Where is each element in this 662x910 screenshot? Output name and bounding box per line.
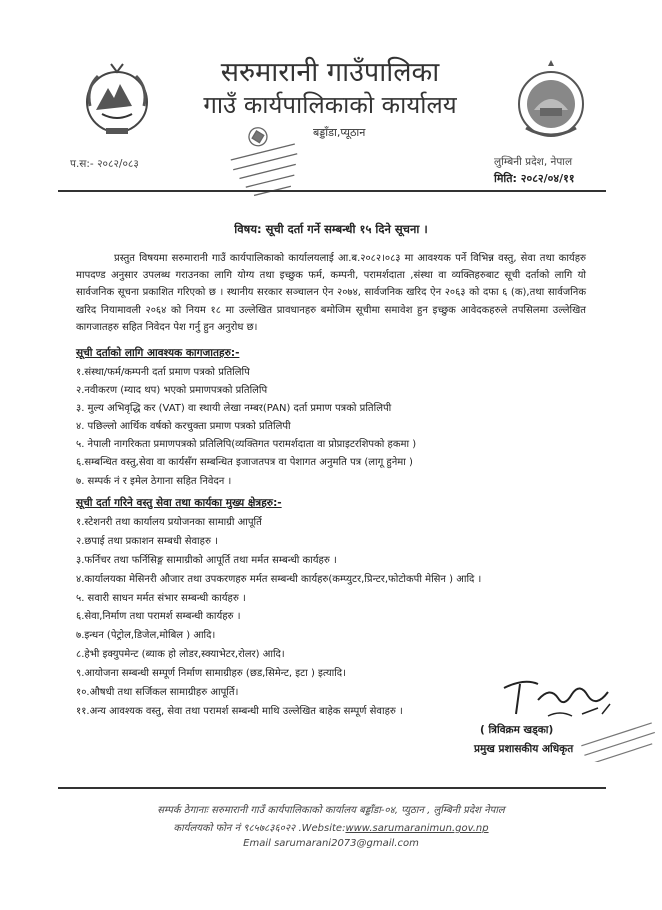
nepal-emblem-icon [76,58,158,140]
list-item: ३. मुल्य अभिवृद्धि कर (VAT) वा स्थायी लेखा नम्बर(PAN) दर्ता प्रमाण पत्रको प्रतिलिपी [76,403,392,415]
list-item: १०.औषधी तथा सर्जिकल सामाग्रीहरु आपूर्ति। [76,687,239,699]
municipality-name: सरुमारानी गाउँपालिका [220,57,440,88]
header-divider [58,190,606,192]
signatory-name: ( त्रिविक्रम खड्का) [480,724,554,736]
list-item: १.संस्था/फर्म/कम्पनी दर्ता प्रमाण पत्रको प्रतिलिपि [76,367,250,378]
footer-contact [0,820,662,834]
footer-address: सम्पर्क ठेगानाः सरुमारानी गाउँ कार्यपालिकाको कार्यालय बड्डाँडा-०४, प्युठान , लुम्बिनी प्रदेश नेपाल [157,805,505,816]
documents-list [76,364,416,491]
list-item: ७. सम्पर्क नं र इमेल ठेगाना सहित निवेदन । [76,475,232,487]
list-item: ७.इन्धन (पेट्रोल,डिजेल,मोबिल ) आदि। [76,630,216,642]
list-item: १.स्टेशनरी तथा कार्यालय प्रयोजनका सामाग्री आपूर्ति [76,517,262,528]
areas-heading: सूची दर्ता गरिने वस्तु सेवा तथा कार्यका मुख्य क्षेत्रहरु:- [76,497,282,509]
list-item: ५. नेपाली नागरिकता प्रमाणपत्रको प्रतिलिपि(व्यक्तिगत परामर्शदाता वा प्रोप्राइटरशिपको हकमा ) [76,439,417,451]
list-item: ४.कार्यालयका मेसिनरी औजार तथा उपकरणहरु मर्मत सम्बन्धी कार्यहरु(कम्प्युटर,प्रिन्टर,फोटोकपी मेसिन ) आदि । [76,573,482,585]
notice-subject: विषय: सूची दर्ता गर्ने सम्बन्धी १५ दिने सूचना । [234,222,428,236]
province-label: लुम्बिनी प्रदेश, नेपाल [494,156,573,168]
notice-date: मिति: २०८२/०४/११ [494,172,575,185]
documents-heading: सूची दर्ताको लागि आवश्यक कागजातहरु:- [76,347,240,359]
signatory-designation: प्रमुख प्रशासकीय अधिकृत [474,743,574,755]
reference-number: प.स:- २०८२/०८३ [70,158,139,170]
list-item: ६.सेवा,निर्माण तथा परामर्श सम्बन्धी कार्यहरु । [76,611,241,623]
list-item: ४. पछिल्लो आर्थिक वर्षको करचुक्ता प्रमाण पत्रको प्रतिलिपी [76,421,291,433]
office-location: बड्डाँडा,प्यूठान [313,126,366,139]
website-link[interactable]: www.sarumaranimun.gov.np [345,823,489,834]
lumbini-province-emblem-icon [508,58,594,144]
list-item: २.नवीकरण (म्याद थप) भएको प्रमाणपत्रको प्रतिलिपि [76,385,268,397]
footer-email[interactable]: Email sarumarani2073@gmail.com [243,838,419,849]
official-stamp-icon [578,722,660,762]
list-item: ६.सम्बन्धित वस्तु,सेवा वा कार्यसँग सम्बन्धित इजाजतपत्र वा पेशागत अनुमति पत्र (लागू हुनेमा ) [76,457,413,469]
footer-divider [58,787,606,789]
notice-paragraph: प्रस्तुत विषयमा सरुमारानी गाउँ कार्यपालिकाको कार्यालयलाई आ.ब.२०८२।०८३ मा आवश्यक पर्ने विभिन्न वस्तु, सेवा तथा कार्यहरु मापदण्ड अनुसार उपलब्ध गराउनका लागि योग्य तथा इच्छुक फर्म, कम्पनी, परामर्शदाता ,संस्था वा व्यक्तिहरुबाट सूची दर्ताको लागि यो सार्वजनिक सूचना प्रकाशित गरिएको छ । स्थानीय सरकार सञ्चालन ऐन २०७४, सार्वजनिक खरिद ऐन २०६३ को दफा ६ (क),तथा सार्वजनिक खरिद नियामावली २०६४ को नियम १८ मा उल्लेखित प्रावधानहरु बमोजिम सूचीमा समावेश हुन इच्छुक आवेदकहरुले तपसिलमा उल्लेखित कागजातहरु सहित निवेदन पेश गर्नु हुन अनुरोध छ। [76,253,586,333]
footer-phone: कार्यलयको फोन नं ९८५७८३६०२२ .Website: [173,823,346,834]
list-item: ८.हेभी इक्युपमेन्ट (ब्याक हो लोडर,स्क्याभेटर,रोलर) आदि। [76,649,285,661]
list-item: ३.फर्निचर तथा फर्निसिङ्ग सामाग्रीको आपूर्ति तथा मर्मत सम्बन्धी कार्यहरु । [76,554,337,566]
list-item: ११.अन्य आवश्यक वस्तु, सेवा तथा परामर्श सम्बन्धी माथि उल्लेखित बाहेक सम्पूर्ण सेवाहरु । [76,705,403,717]
list-item: ९.आयोजना सम्बन्धी सम्पूर्ण निर्माण सामाग्रीहरु (छड,सिमेन्ट, इटा ) इत्यादि। [76,668,346,680]
areas-list [76,514,481,722]
handwritten-signature-icon [498,674,618,722]
list-item: ५. सवारी साधन मर्मत संभार सम्बन्धी कार्यहरु । [76,592,246,604]
list-item: २.छपाई तथा प्रकाशन सम्बधी सेवाहरु । [76,535,218,547]
office-name: गाउँ कार्यपालिकाको कार्यालय [203,91,457,119]
